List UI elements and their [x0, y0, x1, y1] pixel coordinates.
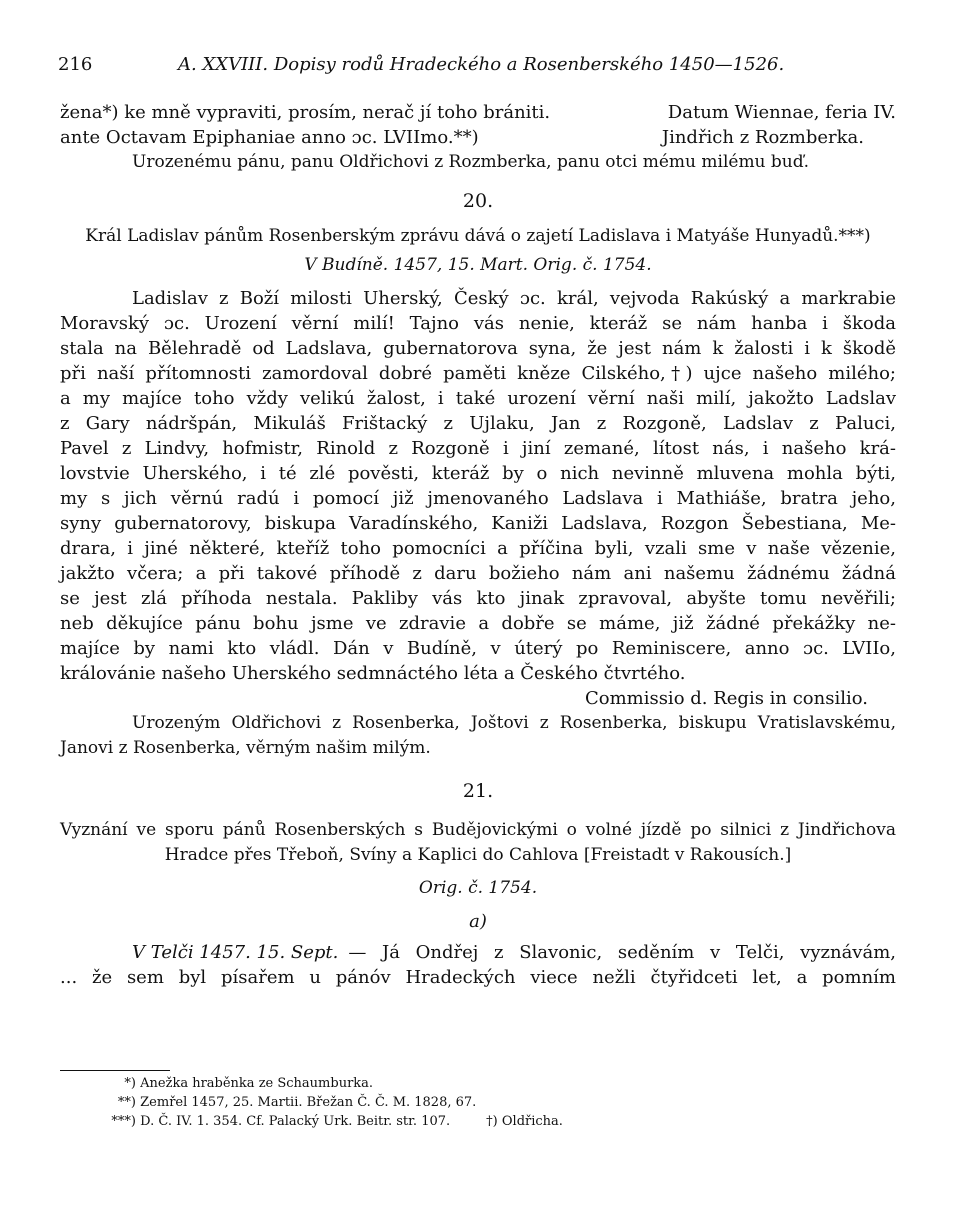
footnote-rule	[60, 1070, 170, 1071]
footnotes	[60, 1074, 896, 1131]
text-line: ... že sem byl písařem u pánóv Hradeckých viece nežli čtyřidceti let, a pomním	[60, 967, 896, 988]
page-header	[60, 50, 896, 80]
document-title: Hradce přes Třeboň, Svíny a Kaplici do Cahlova [Freistadt v Rakousích.]	[164, 845, 792, 865]
document-number: 20.	[462, 190, 494, 212]
body-line: Pavel z Lindvy, hofmistr, Rinold z Rozgoně i jiní zemané, lítost nás, i našeho krá-	[60, 438, 896, 459]
document-number: 21.	[462, 780, 494, 802]
body-line: a my majíce toho vždy velikú žalost, i také urození věrní naši milí, jakožto Ladslav	[60, 388, 896, 409]
letter-ending	[60, 100, 896, 175]
body-line: z Gary nádršpán, Mikuláš Frištacký z Ujlaku, Jan z Rozgoně, Ladslav z Paluci,	[60, 413, 896, 434]
body-line: Ladislav z Boží milosti Uherský, Český ɔc. král, vejvoda Rakúský a markrabie	[132, 288, 896, 309]
document-title: Král Ladislav pánům Rosenberským zprávu dává o zajetí Ladislava i Matyáše Hunyadů.***)	[85, 226, 871, 246]
footnote: ***) D. Č. IV. 1. 354. Cf. Palacký Urk. Beitr. str. 107.	[111, 1114, 451, 1129]
body-line: majíce by nami kto vládl. Dán v Budíně, v úterý po Reminiscere, anno ɔc. LVIIo,	[60, 638, 896, 659]
body-line: my s jich věrnú radú i pomocí již jmenovaného Ladslava i Mathiáše, bratra jeho,	[60, 488, 896, 509]
subsection-label: a)	[469, 911, 487, 932]
body-line: drara, i jiné některé, kteříž toho pomocníci a příčina byli, vzali sme v naše vězenie,	[60, 538, 896, 559]
place-date: V Budíně. 1457, 15. Mart. Orig. č. 1754.	[304, 255, 652, 275]
address-line: Urozeným Oldřichovi z Rosenberka, Joštovi z Rosenberka, biskupu Vratislavskému,	[132, 713, 896, 733]
letter-body	[60, 286, 896, 686]
body-line: se jest zlá příhoda nestala. Pakliby vás kto jinak zpravoval, abyšte tomu nevěřili;	[60, 588, 896, 609]
footnote: *) Anežka hraběnka ze Schaumburka.	[124, 1076, 374, 1091]
body-line: královánie našeho Uherského sedmnáctého léta a Českého čtvrtého.	[60, 663, 686, 684]
body-line: Moravský ɔc. Urození věrní milí! Tajno vás nenie, kteráž se nám hanba i škoda	[60, 313, 896, 334]
text-line: V Telči 1457. 15. Sept. — Já Ondřej z Slavonic, seděním v Telči, vyznávám,	[132, 942, 896, 963]
body-line: lovstvie Uherského, i té zlé pověsti, kteráž by o nich nevinně mluvena mohla býti,	[60, 463, 896, 484]
body-line: neb děkujíce pánu bohu jsme ve zdravie a dobře se máme, již žádné překážky ne-	[60, 613, 896, 634]
letter-address: Urozenému pánu, panu Oldřichovi z Rozmberka, panu otci mému milému buď.	[132, 152, 810, 172]
footnote: †) Oldřicha.	[486, 1114, 563, 1129]
body-line: jakžto včera; a při takové příhodě z daru božieho nám ani našemu žádnému žádná	[60, 563, 896, 584]
orig-reference: Orig. č. 1754.	[418, 878, 538, 898]
footnote-row	[60, 1112, 896, 1131]
address-line: Janovi z Rosenberka, věrným našim milým.	[60, 738, 431, 758]
text-line: ante Octavam Epiphaniae anno ɔc. LVIImo.**) Jindřich z Rozmberka.	[60, 127, 864, 148]
body-line: syny gubernatorovy, biskupa Varadínského, Kaniži Ladslava, Rozgon Šebestiana, Me-	[60, 513, 896, 534]
document-title: Vyznání ve sporu pánů Rosenberských s Budějovickými o volné jízdě po silnici z Jindřichova	[60, 820, 896, 840]
page-number: 216	[58, 54, 93, 75]
running-title: A. XXVIII. Dopisy rodů Hradeckého a Rosenberského 1450—1526.	[178, 54, 785, 75]
footnote: **) Zemřel 1457, 25. Martii. Břežan Č. Č. M. 1828, 67.	[117, 1095, 477, 1110]
commissio: Commissio d. Regis in consilio.	[584, 688, 868, 709]
page	[60, 50, 896, 990]
text-line: žena*) ke mně vypraviti, prosím, nerač jí toho brániti. Datum Wiennae, feria IV.	[60, 102, 896, 123]
body-line: stala na Bělehradě od Ladslava, gubernatorova syna, že jest nám k žalosti i k škodě	[60, 338, 896, 359]
body-line: při naší přítomnosti zamordoval dobré paměti kněze Cilského,†) ujce našeho milého;	[60, 363, 896, 384]
